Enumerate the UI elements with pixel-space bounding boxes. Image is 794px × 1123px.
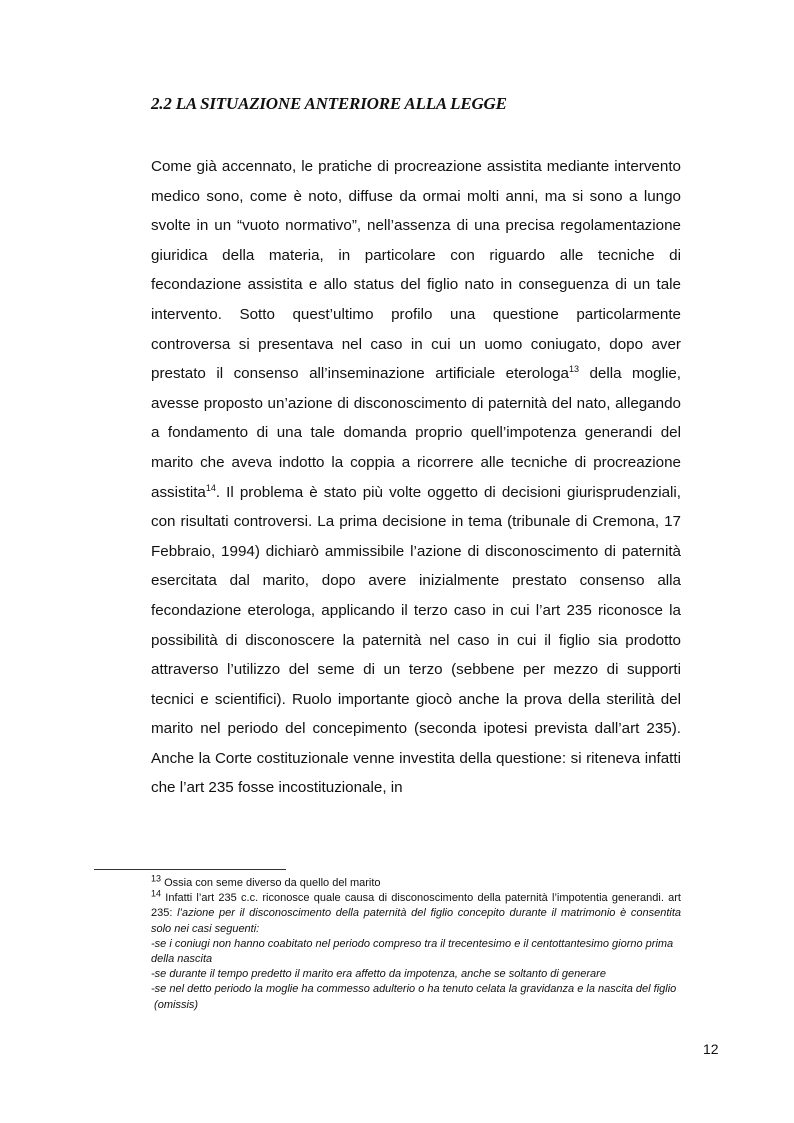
footnote-14-text: Infatti l’art 235 c.c. riconosce quale causa di disconoscimento della paternità l’impotentia generandi. art 235: (151, 892, 681, 920)
footnote-ref-13: 13 (568, 364, 579, 375)
footnote-14-quote: l’azione per il disconoscimento della paternità del figlio concepito durante il matrimonio è consentita solo nei casi seguenti: (151, 907, 681, 935)
footnote-14-case-2: -se durante il tempo predetto il marito era affetto da impotenza, anche se soltanto di generare (151, 968, 606, 981)
footnote-14-case-1: -se i coniugi non hanno coabitato nel periodo compreso tra il trecentesimo e il centottantesimo giorno prima della nascita (151, 937, 674, 966)
footnotes (151, 873, 681, 1013)
footnote-ref-14: 14 (205, 482, 216, 493)
footnote-14 (151, 888, 681, 937)
footnote-13-number: 13 (151, 873, 162, 884)
footnote-14-case-3: -se nel detto periodo la moglie ha commesso adulterio o ha tenuto celata la gravidanza e la nascita del figlio (151, 983, 677, 996)
body-paragraph (151, 152, 681, 803)
footnote-13-text: Ossia con seme diverso da quello del marito (164, 877, 381, 889)
body-text-part-3: . Il problema è stato più volte oggetto di decisioni giurisprudenziali, con risultati controversi. La prima decisione in tema (tribunale di Cremona, 17 Febbraio, 1994) dichiarò ammissibile l’azione di disconoscimento di paternità esercitata dal marito, dopo avere inizialmente prestato consenso alla fecondazione eterologa, applicando il terzo caso in cui l’art 235 riconosce la possibilità di disconoscere la paternità nel caso in cui il figlio sia prodotto attraverso l’utilizzo del seme di un terzo (sebbene per mezzo di supporti tecnici e scientifici). Ruolo importante giocò anche la prova della sterilità del marito nel periodo del concepimento (seconda ipotesi prevista dall’art 235). Anche la Corte costituzionale venne investita della questione: si riteneva infatti che l’art 235 fosse incostituzionale, in (151, 483, 681, 797)
body-text-part-2: della moglie, avesse proposto un’azione di disconoscimento di paternità del nato, allegando a fondamento di una tale domanda proprio quell’impotenza generandi del marito che aveva indotto la coppia a ricorrere alle tecniche di procreazione assistita (151, 365, 681, 501)
body-text-part-1: Come già accennato, le pratiche di procreazione assistita mediante intervento medico sono, come è noto, diffuse da ormai molti anni, ma si sono a lungo svolte in un “vuoto normativo”, nell’assenza di una precisa regolamentazione giuridica della materia, in particolare con riguardo alle tecniche di fecondazione assistita e allo status del figlio nato in conseguenza di un tale intervento. Sotto quest’ultimo profilo una questione particolarmente controversa si presentava nel caso in cui un uomo coniugato, dopo aver prestato il consenso all’inseminazione artificiale eterologa (151, 158, 681, 383)
page-number: 12 (703, 1041, 719, 1057)
footnote-separator (94, 869, 286, 870)
footnote-14-omissis: (omissis) (151, 998, 199, 1011)
footnote-13 (151, 873, 681, 891)
footnote-14-number: 14 (151, 888, 162, 899)
section-heading: 2.2 LA SITUAZIONE ANTERIORE ALLA LEGGE (151, 94, 507, 113)
